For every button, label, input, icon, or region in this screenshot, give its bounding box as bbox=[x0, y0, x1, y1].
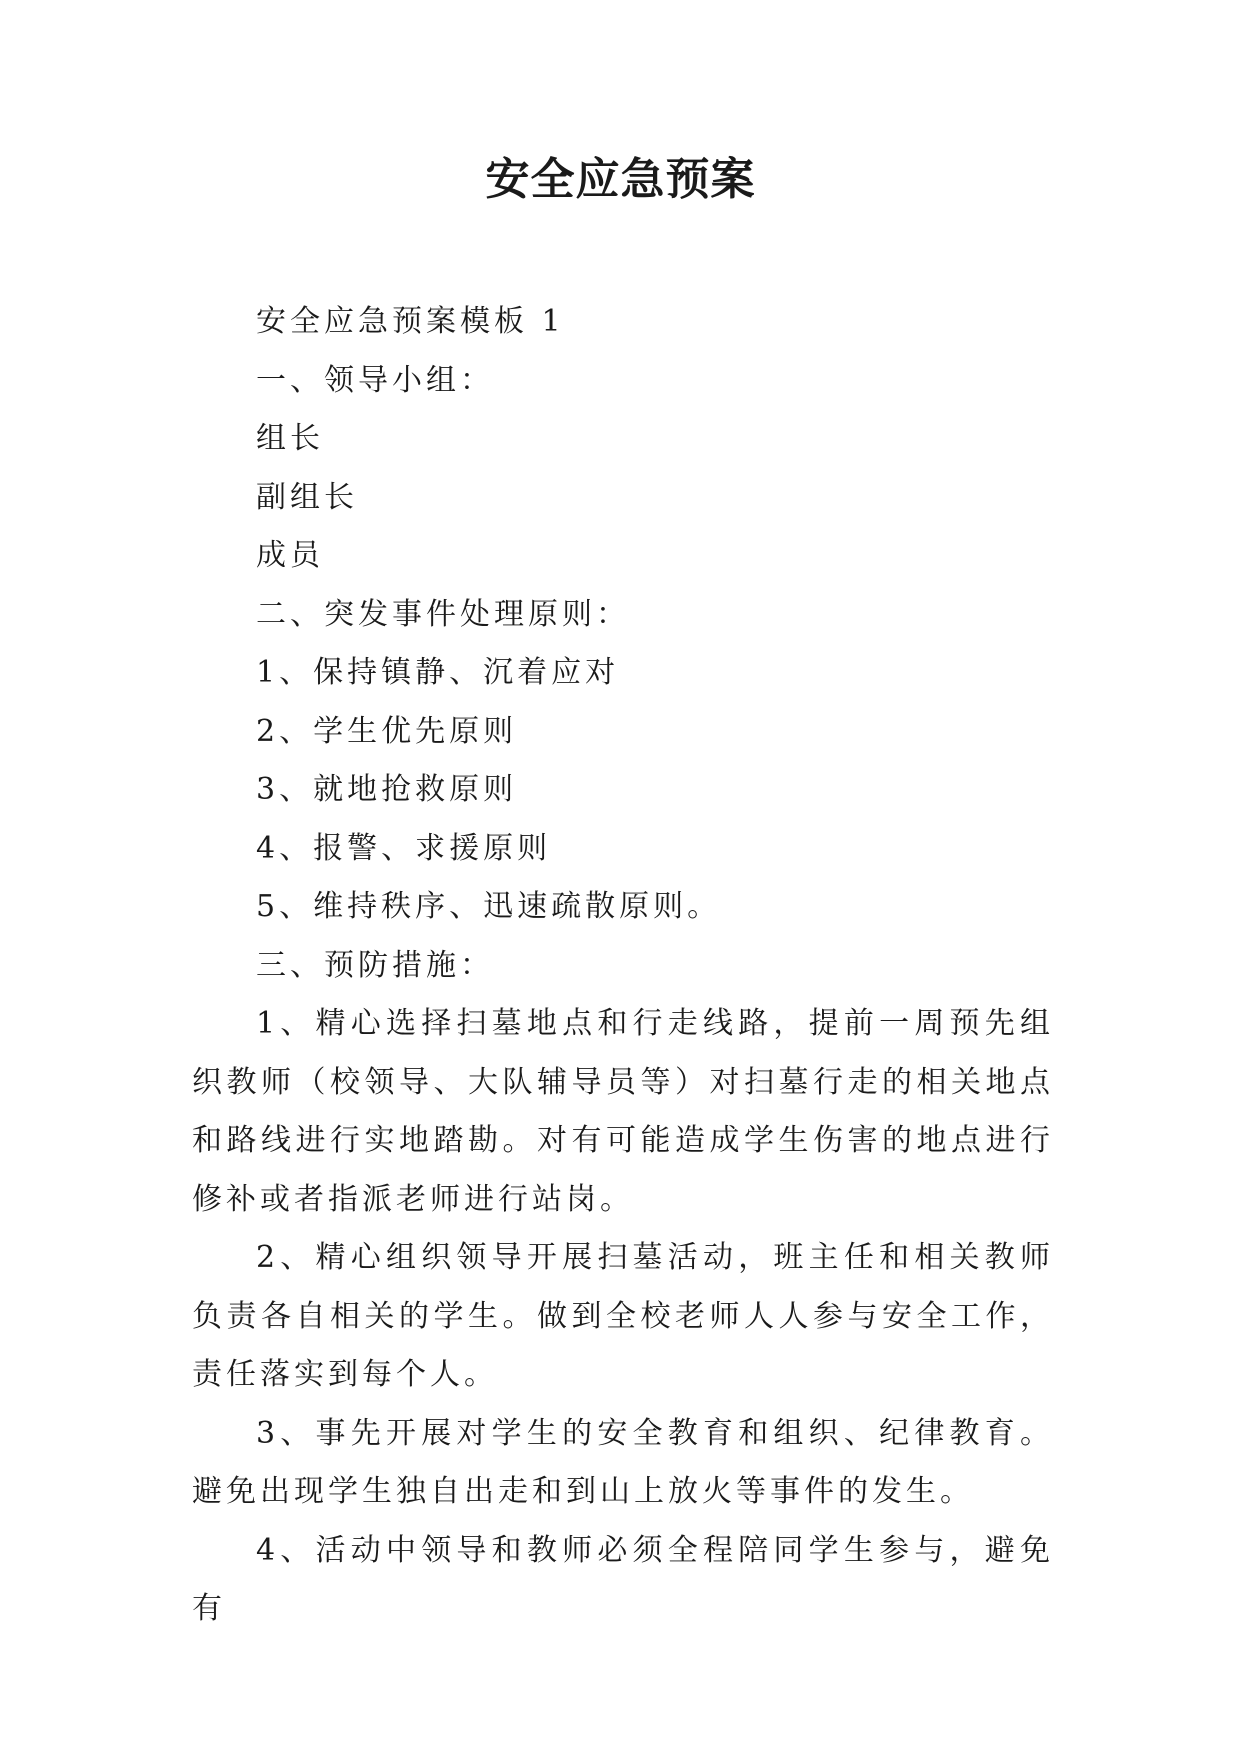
leader-label: 组长 bbox=[256, 421, 324, 456]
measure-paragraph: 4、活动中领导和教师必须全程陪同学生参与，避免有 bbox=[192, 1532, 1054, 1626]
template-subtitle: 安全应急预案模板 1 bbox=[256, 304, 565, 339]
measure-paragraph: 1、精心选择扫墓地点和行走线路，提前一周预先组织教师（校领导、大队辅导员等）对扫墓行走的相关地点和路线进行实地踏勘。对有可能造成学生伤害的地点进行修补或者指派老师进行站岗。 bbox=[192, 1006, 1054, 1217]
measure-paragraph: 3、事先开展对学生的安全教育和组织、纪律教育。避免出现学生独自出走和到山上放火等事件的发生。 bbox=[192, 1415, 1054, 1509]
members-label: 成员 bbox=[256, 538, 324, 573]
document-body bbox=[192, 293, 1054, 1639]
vice-leader-label: 副组长 bbox=[256, 479, 358, 515]
section-heading-principles: 二、突发事件处理原则： bbox=[256, 596, 630, 632]
document-title: 安全应急预案 bbox=[485, 154, 756, 205]
principle-item: 2、学生优先原则 bbox=[256, 713, 518, 749]
measure-paragraph: 2、精心组织领导开展扫墓活动，班主任和相关教师负责各自相关的学生。做到全校老师人人参与安全工作，责任落实到每个人。 bbox=[192, 1240, 1054, 1392]
section-heading-leadership: 一、领导小组： bbox=[256, 362, 494, 398]
principle-item: 4、报警、求援原则 bbox=[256, 830, 552, 866]
section-heading-prevention: 三、预防措施： bbox=[256, 947, 494, 983]
principle-item: 3、就地抢救原则 bbox=[256, 772, 518, 807]
principle-item: 1、保持镇静、沉着应对 bbox=[256, 655, 620, 690]
principle-item: 5、维持秩序、迅速疏散原则。 bbox=[256, 889, 722, 924]
